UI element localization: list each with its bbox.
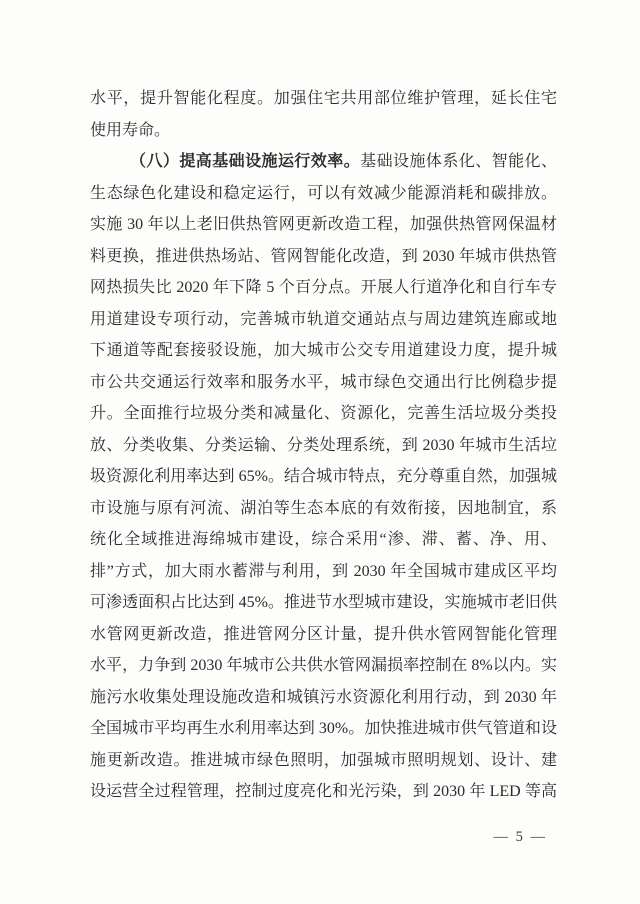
line-text: 放、分类收集、分类运输、分类处理系统，到 2030 年城市生活垃 — [90, 436, 557, 454]
text-line — [90, 745, 557, 777]
line-text: 基础设施体系化、智能化、 — [360, 153, 557, 170]
line-text: 使用寿命。 — [90, 121, 171, 139]
section-heading: （八）提高基础设施运行效率。 — [130, 153, 361, 170]
line-text: 料更换，推进供热场站、管网智能化改造，到 2030 年城市供热管 — [90, 247, 557, 265]
text-line — [90, 367, 557, 399]
line-text: 设运营全过程管理，控制过度亮化和光污染，到 2030 年 LED 等高 — [90, 783, 557, 800]
line-text: 施更新改造。推进城市绿色照明，加强城市照明规划、设计、建 — [90, 751, 557, 769]
line-text: 水平，力争到 2030 年城市公共供水管网漏损率控制在 8%以内。实 — [90, 657, 557, 674]
text-line — [90, 209, 557, 241]
text-line — [90, 241, 557, 273]
text-line — [90, 461, 557, 493]
line-text: 用道建设专项行动，完善城市轨道交通站点与周边建筑连廊或地 — [90, 310, 557, 328]
text-line — [90, 493, 557, 525]
line-text: 可渗透面积占比达到 45%。推进节水型城市建设，实施城市老旧供 — [90, 594, 557, 611]
line-text: 全国城市平均再生水利用率达到 30%。加快推进城市供气管道和设 — [90, 720, 557, 737]
line-text: 下通道等配套接驳设施，加大城市公交专用道建设力度，提升城 — [90, 342, 557, 359]
line-text: 市设施与原有河流、湖泊等生态本底的有效衔接，因地制宜，系 — [90, 499, 557, 517]
text-line — [90, 587, 557, 619]
text-line — [90, 556, 557, 588]
body-text — [90, 83, 557, 808]
text-line — [90, 272, 557, 304]
text-line — [90, 713, 557, 745]
text-line — [90, 178, 557, 210]
text-line — [90, 524, 557, 556]
line-text: 生态绿色化建设和稳定运行，可以有效减少能源消耗和碳排放。 — [90, 184, 557, 202]
page-number: — 5 — — [493, 829, 547, 845]
text-line — [90, 398, 557, 430]
line-text: 施污水收集处理设施改造和城镇污水资源化利用行动，到 2030 年 — [90, 688, 557, 706]
line-text: 排”方式，加大雨水蓄滞与利用，到 2030 年全国城市建成区平均 — [90, 562, 557, 580]
line-text: 实施 30 年以上老旧供热管网更新改造工程，加强供热管网保温材 — [90, 216, 557, 233]
line-text: 统化全域推进海绵城市建设，综合采用“渗、滞、蓄、净、用、 — [90, 531, 557, 548]
text-line — [90, 430, 557, 462]
text-line — [90, 619, 557, 651]
text-line — [90, 304, 557, 336]
line-text: 市公共交通运行效率和服务水平，城市绿色交通出行比例稳步提 — [90, 373, 557, 391]
line-text: 网热损失比 2020 年下降 5 个百分点。开展人行道净化和自行车专 — [90, 279, 557, 296]
text-line — [90, 335, 557, 367]
text-line — [90, 83, 557, 115]
line-text: 水管网更新改造，推进管网分区计量，提升供水管网智能化管理 — [90, 625, 557, 643]
line-text: 圾资源化利用率达到 65%。结合城市特点，充分尊重自然，加强城 — [90, 468, 557, 485]
text-line — [90, 115, 557, 147]
text-line — [90, 650, 557, 682]
text-line-section-heading — [90, 146, 557, 178]
text-line — [90, 776, 557, 808]
text-line — [90, 682, 557, 714]
line-text: 升。全面推行垃圾分类和减量化、资源化，完善生活垃圾分类投 — [90, 405, 557, 422]
line-text: 水平，提升智能化程度。加强住宅共用部位维护管理，延长住宅 — [90, 90, 557, 107]
